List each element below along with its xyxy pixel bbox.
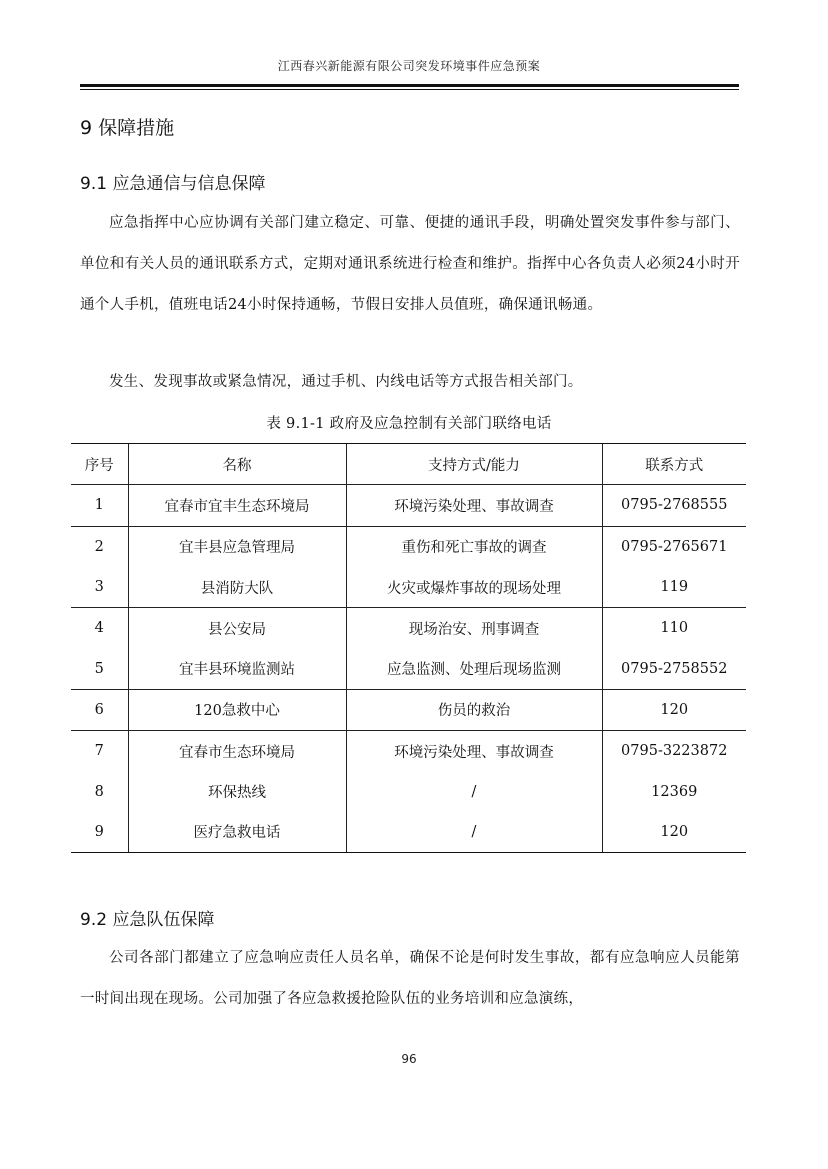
table-header-row [71, 444, 746, 485]
table-row [71, 567, 746, 608]
cell-phone: 119 [602, 567, 746, 608]
cell-name: 医疗急救电话 [128, 812, 346, 853]
cell-phone: 110 [602, 608, 746, 649]
column-header-index: 序号 [71, 444, 128, 485]
cell-phone: 0795-3223872 [602, 731, 746, 772]
table-row [71, 648, 746, 689]
column-header-name: 名称 [128, 444, 346, 485]
cell-index: 7 [71, 731, 128, 772]
running-header: 江西春兴新能源有限公司突发环境事件应急预案 [277, 59, 541, 73]
cell-name: 宜丰县环境监测站 [128, 648, 346, 689]
cell-support: 火灾或爆炸事故的现场处理 [346, 567, 602, 608]
header-rule-thick [80, 84, 739, 87]
table-caption: 表 9.1-1 政府及应急控制有关部门联络电话 [266, 416, 552, 432]
cell-name: 宜丰县应急管理局 [128, 526, 346, 567]
cell-name: 县消防大队 [128, 567, 346, 608]
cell-index: 6 [71, 689, 128, 730]
table-row [71, 689, 746, 730]
cell-support: 现场治安、刑事调查 [346, 608, 602, 649]
cell-index: 5 [94, 660, 104, 677]
cell-support: 应急监测、处理后现场监测 [346, 648, 602, 689]
cell-phone: 0795-2765671 [602, 526, 746, 567]
cell-name: 120急救中心 [128, 689, 346, 730]
column-header-support: 支持方式/能力 [346, 444, 602, 485]
table-row [71, 812, 746, 853]
cell-support: 重伤和死亡事故的调查 [346, 526, 602, 567]
cell-phone: 120 [602, 812, 746, 853]
table-row [71, 731, 746, 772]
page-number: 96 [401, 1052, 417, 1066]
cell-index: 2 [71, 526, 128, 567]
cell-index: 8 [94, 783, 104, 800]
table-row [71, 526, 746, 567]
cell-support: 环境污染处理、事故调查 [346, 731, 602, 772]
subsection-heading-9-2: 9.2 应急队伍保障 [80, 910, 215, 930]
contact-table [71, 443, 746, 853]
cell-index: 4 [71, 608, 128, 649]
cell-name: 环保热线 [128, 771, 346, 811]
paragraph-team: 公司各部门都建立了应急响应责任人员名单，确保不论是何时发生事故，都有应急响应人员能第一时间出现在现场。公司加强了各应急救援抢险队伍的业务培训和应急演练， [80, 950, 740, 1007]
cell-support: 环境污染处理、事故调查 [346, 485, 602, 526]
subsection-heading-9-1: 9.1 应急通信与信息保障 [80, 174, 266, 194]
cell-index: 1 [94, 497, 104, 514]
cell-phone: 0795-2768555 [602, 485, 746, 526]
cell-phone: 12369 [602, 771, 746, 811]
table-row [71, 485, 746, 526]
cell-support: / [346, 771, 602, 811]
cell-name: 县公安局 [128, 608, 346, 649]
column-header-contact: 联系方式 [602, 444, 746, 485]
table-row [71, 608, 746, 649]
cell-name: 宜春市宜丰生态环境局 [128, 485, 346, 526]
header-rule-thin [80, 89, 739, 90]
cell-support: / [346, 812, 602, 853]
paragraph-communication: 应急指挥中心应协调有关部门建立稳定、可靠、便捷的通讯手段，明确处置突发事件参与部门、单位和有关人员的通讯联系方式，定期对通讯系统进行检查和维护。指挥中心各负责人必须24小时开通个人手机，值班电话24小时保持通畅，节假日安排人员值班，确保通讯畅通。 [80, 215, 740, 313]
table-row [71, 771, 746, 811]
paragraph-report: 发生、发现事故或紧急情况，通过手机、内线电话等方式报告相关部门。 [109, 374, 583, 390]
cell-index: 9 [71, 812, 128, 853]
cell-support: 伤员的救治 [346, 689, 602, 730]
cell-index: 3 [94, 579, 104, 596]
cell-phone: 120 [602, 689, 746, 730]
cell-phone: 0795-2758552 [602, 648, 746, 689]
cell-name: 宜春市生态环境局 [128, 731, 346, 772]
section-heading: 9 保障措施 [80, 117, 175, 139]
